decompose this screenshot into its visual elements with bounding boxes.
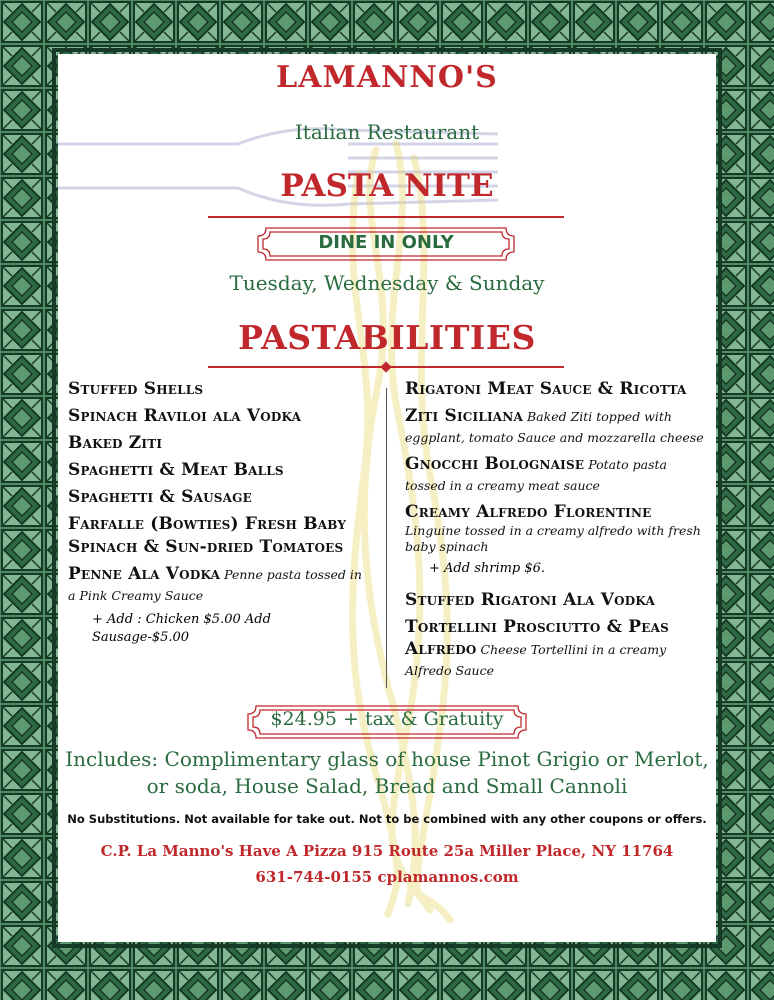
menu-item xyxy=(405,378,705,400)
section-title: PASTABILITIES xyxy=(238,318,536,357)
menu-item xyxy=(68,378,368,400)
menu-content-panel xyxy=(58,54,716,942)
menu-item-description: Linguine tossed in a creamy alfredo with fresh baby spinach xyxy=(405,522,701,555)
menu-item-name: Spinach Raviloi ala Vodka xyxy=(68,406,302,427)
menu-item xyxy=(405,405,705,448)
menu-item xyxy=(68,513,368,557)
menu-item-name: Ziti Siciliana xyxy=(405,406,523,427)
menu-right-column xyxy=(405,378,705,686)
menu-item-name: Stuffed Shells xyxy=(68,379,204,399)
menu-item xyxy=(68,405,368,427)
menu-item xyxy=(405,616,705,681)
address-text: C.P. La Manno's Have A Pizza 915 Route 25a Miller Place, NY 11764 xyxy=(100,842,674,860)
menu-item-name: Rigatoni Meat Sauce & Ricotta xyxy=(405,379,687,399)
menu-item xyxy=(68,459,368,481)
menu-item-description: Cheese Tortellini in a creamy Alfredo Sauce xyxy=(405,641,667,678)
menu-item-name: Farfalle (Bowties) Fresh Baby Spinach & Sun-dried Tomatoes xyxy=(68,514,347,557)
menu-item xyxy=(405,589,705,611)
menu-addon: + Add : Chicken $5.00 Add Sausage-$5.00 xyxy=(92,611,271,645)
menu-item-name: Penne Ala Vodka xyxy=(68,563,221,584)
menu-left-column xyxy=(68,378,368,647)
disclaimer-text: No Substitutions. Not available for take out. Not to be combined with any other coupons or offers. xyxy=(67,812,707,826)
phone-website-text: 631-744-0155 cplamannos.com xyxy=(255,868,519,886)
includes-text: Includes: Complimentary glass of house Pinot Grigio or Merlot, or soda, House Salad, Bread and Small Cannoli xyxy=(65,747,709,798)
divider-rule xyxy=(208,216,564,218)
menu-item xyxy=(405,453,705,496)
menu-item xyxy=(68,563,368,606)
dine-in-only-label: DINE IN ONLY xyxy=(318,232,454,253)
menu-item-name: Gnocchi Bolognaise xyxy=(405,453,585,474)
column-divider xyxy=(386,388,387,688)
menu-item-description: Baked Ziti topped with eggplant, tomato Sauce and mozzarella cheese xyxy=(405,409,704,446)
menu-item-description: Potato pasta tossed in a creamy meat sauce xyxy=(405,456,667,494)
menu-item xyxy=(68,432,368,454)
menu-item-name: Spaghetti & Meat Balls xyxy=(68,460,284,481)
menu-item xyxy=(405,501,705,556)
menu-item xyxy=(68,486,368,508)
menu-item-description: Penne pasta tossed in a Pink Creamy Sauce xyxy=(68,566,362,603)
menu-item-name: Tortellini Prosciutto & Peas Alfredo xyxy=(405,616,670,659)
menu-item-name: Baked Ziti xyxy=(68,433,163,454)
event-title: PASTA NITE xyxy=(280,168,494,204)
menu-item-name: Creamy Alfredo Florentine xyxy=(405,501,652,522)
restaurant-subtitle: Italian Restaurant xyxy=(294,120,480,144)
menu-item-name: Stuffed Rigatoni Ala Vodka xyxy=(405,589,656,610)
price-label: $24.95 + tax & Gratuity xyxy=(270,708,504,730)
available-days: Tuesday, Wednesday & Sunday xyxy=(229,271,545,295)
restaurant-name: LAMANNO'S xyxy=(276,60,498,95)
menu-addon: + Add shrimp $6. xyxy=(429,561,546,577)
menu-item-name: Spaghetti & Sausage xyxy=(68,487,252,508)
